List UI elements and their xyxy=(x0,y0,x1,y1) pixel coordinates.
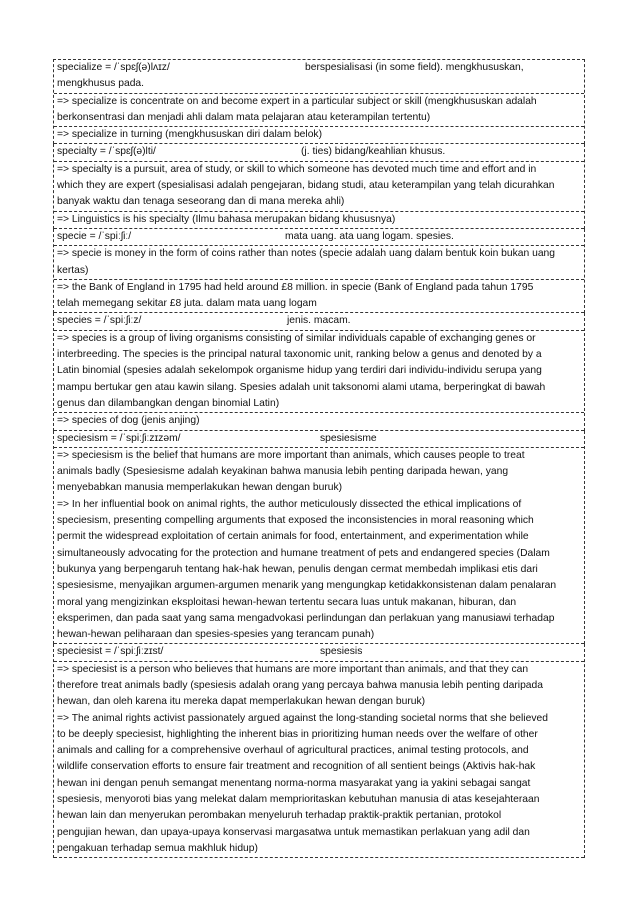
definition-line: => specialize is concentrate on and become expert in a particular subject or skill (mengkhususkan adalah xyxy=(57,95,537,107)
entry-definition xyxy=(54,94,584,128)
entry-gloss-continued: mengkhusus pada. xyxy=(57,78,145,90)
example-line: => Linguistics is his specialty (Ilmu bahasa merupakan bidang khususnya) xyxy=(57,213,396,225)
definition-line: mampu bertukar gen atau kawin silang. Spesies adalah unit taksonomi alami utama, berperingkat di bawah xyxy=(57,381,546,393)
definition-line: hewan, dan oleh karena itu mereka dapat memperlakukan hewan dengan buruk) xyxy=(57,696,426,708)
example-line: spesiesis, menyoroti bias yang melekat dalam memprioritaskan kebutuhan manusia di atas kesejahteraan xyxy=(57,794,540,806)
entry-term: specialty = /ˈspɛʃ(ə)lti/ xyxy=(57,146,156,158)
definition-line: => speciesism is the belief that humans are more important than animals, which causes people to treat xyxy=(57,449,525,461)
entry-gloss: spesiesisme xyxy=(320,432,377,444)
example-line: => The animal rights activist passionately argued against the long-standing societal norms that she believed xyxy=(57,712,548,724)
entry-header xyxy=(54,60,584,76)
entry-term: specie = /ˈspiːʃiː/ xyxy=(57,230,132,242)
entry-header xyxy=(54,431,584,448)
example-line: simultaneously advocating for the protection and humane treatment of pets and endangered species (Dalam xyxy=(57,547,550,559)
entry-gloss: spesiesis xyxy=(320,646,363,658)
example-line: => the Bank of England in 1795 had held around £8 million. in specie (Bank of England pada tahun 1795 xyxy=(57,281,534,293)
entry-species xyxy=(53,313,585,430)
entry-definition xyxy=(54,331,584,413)
entry-term: specialize = /ˈspɛʃ(ə)lʌɪz/ xyxy=(57,62,170,73)
example-line: => In her influential book on animal rights, the author meticulously dissected the ethical implications of xyxy=(57,498,522,510)
entry-header xyxy=(54,144,584,161)
entry-gloss: mata uang. ata uang logam. spesies. xyxy=(285,230,454,242)
example-line: speciesism, presenting compelling arguments that exposed the inconsistencies in moral reasoning which xyxy=(57,515,534,527)
entry-definition xyxy=(54,448,584,497)
entry-header xyxy=(54,229,584,246)
definition-line: => speciesist is a person who believes that humans are more important than animals, and that they can xyxy=(57,663,529,675)
definition-line: banyak waktu dan tenaga seseorang dan di mana mereka ahli) xyxy=(57,196,345,208)
entry-example xyxy=(54,280,584,314)
example-line: => species of dog (jenis anjing) xyxy=(57,415,200,427)
vocabulary-sheet xyxy=(53,59,585,858)
definition-line: animals badly (Spesiesisme adalah keyakinan bahwa manusia lebih penting daripada hewan, yang xyxy=(57,466,509,478)
definition-line: berkonsentrasi dan menjadi ahli dalam mata pelajaran atau keterampilan tertentu) xyxy=(57,111,431,123)
example-line: bukunya yang berpengaruh tentang hak-hak hewan, penulis dengan cermat membedah implikasi etis dari xyxy=(57,563,538,575)
definition-line: Latin binomial (spesies adalah sekelompok organisme hidup yang terdiri dari individu-individu serupa yang xyxy=(57,365,542,377)
example-line: pengakuan terhadap semua makhluk hidup) xyxy=(57,842,258,854)
example-line: eksperimen, dan pada saat yang sama mengadvokasi perlindungan dan perlakuan yang manusiawi terhadap xyxy=(57,612,555,624)
entry-speciesism xyxy=(53,431,585,645)
example-line: wildlife conservation efforts to ensure fair treatment and recognition of all sentient beings (Aktivis hak-hak xyxy=(57,761,536,773)
definition-line: => specie is money in the form of coins rather than notes (specie adalah uang dalam bentuk koin bukan uang xyxy=(57,248,555,260)
entry-term: speciesism = /ˈspiːʃiːzɪzəm/ xyxy=(57,432,181,444)
example-line: permit the widespread exploitation of certain animals for food, entertainment, and experimentation while xyxy=(57,531,529,543)
entry-header xyxy=(54,644,584,661)
entry-header-continued xyxy=(54,76,584,93)
definition-line: => specialty is a pursuit, area of study, or skill to which someone has devoted much time and effort and in xyxy=(57,163,537,175)
example-line: hewan-hewan peliharaan dan spesies-spesies yang terancam punah) xyxy=(57,629,375,641)
entry-example xyxy=(54,497,584,645)
example-line: hewan lain dan menyerukan perombakan menyeluruh terhadap praktik-praktik pertanian, protokol xyxy=(57,810,502,822)
definition-line: genus dan dilambangkan dengan binomial Latin) xyxy=(57,397,280,409)
entry-speciesist xyxy=(53,644,585,858)
example-line: => specialize in turning (mengkhususkan diri dalam belok) xyxy=(57,129,322,141)
definition-line: interbreeding. The species is the principal natural taxonomic unit, ranking below a genus and denoted by a xyxy=(57,349,542,361)
entry-specie xyxy=(53,229,585,313)
entry-example xyxy=(54,127,584,144)
definition-line: kertas) xyxy=(57,264,89,276)
entry-term: species = /ˈspiːʃiːz/ xyxy=(57,315,142,327)
example-line: hewan ini dengan penuh semangat menentang norma-norma masyarakat yang ia yakini sebagai sangat xyxy=(57,777,531,789)
entry-definition xyxy=(54,162,584,212)
entry-definition xyxy=(54,662,584,859)
entry-specialize xyxy=(53,59,585,144)
definition-line: therefore treat animals badly (spesiesis adalah orang yang percaya bahwa manusia lebih penting daripada xyxy=(57,679,543,691)
example-line: animals and calling for a comprehensive overhaul of agricultural practices, animal testing protocols, and xyxy=(57,745,529,757)
example-line: moral yang mengizinkan eksploitasi hewan-hewan tertentu secara luas untuk makanan, hiburan, dan xyxy=(57,596,517,608)
entry-gloss: berspesialisasi (in some field). mengkhususkan, xyxy=(305,62,524,73)
example-line: spesiesisme, menyajikan argumen-argumen menarik yang mengungkap ketidakkonsistenan dalam penalaran xyxy=(57,580,557,592)
entry-definition xyxy=(54,246,584,280)
entry-term: speciesist = /ˈspiːʃiːzɪst/ xyxy=(57,646,164,658)
entry-example xyxy=(54,212,584,229)
definition-line: which they are expert (spesialisasi adalah pengejaran, bidang studi, atau keterampilan yang telah dicurahkan xyxy=(57,180,555,192)
definition-line: menyebabkan manusia memperlakukan hewan dengan buruk) xyxy=(57,482,343,494)
example-line: to be deeply speciesist, highlighting the inherent bias in prioritizing human needs over the welfare of other xyxy=(57,728,538,740)
entry-gloss: (j. ties) bidang/keahlian khusus. xyxy=(301,146,446,158)
entry-specialty xyxy=(53,144,585,228)
entry-header xyxy=(54,313,584,330)
entry-gloss: jenis. macam. xyxy=(287,315,351,327)
entry-example xyxy=(54,413,584,430)
definition-line: => species is a group of living organisms consisting of similar individuals capable of exchanging genes or xyxy=(57,332,536,344)
example-line: pengujian hewan, dan upaya-upaya konservasi margasatwa untuk memastikan perlakuan yang adil dan xyxy=(57,826,530,838)
example-line: telah memegang sekitar £8 juta. dalam mata uang logam xyxy=(57,298,317,310)
